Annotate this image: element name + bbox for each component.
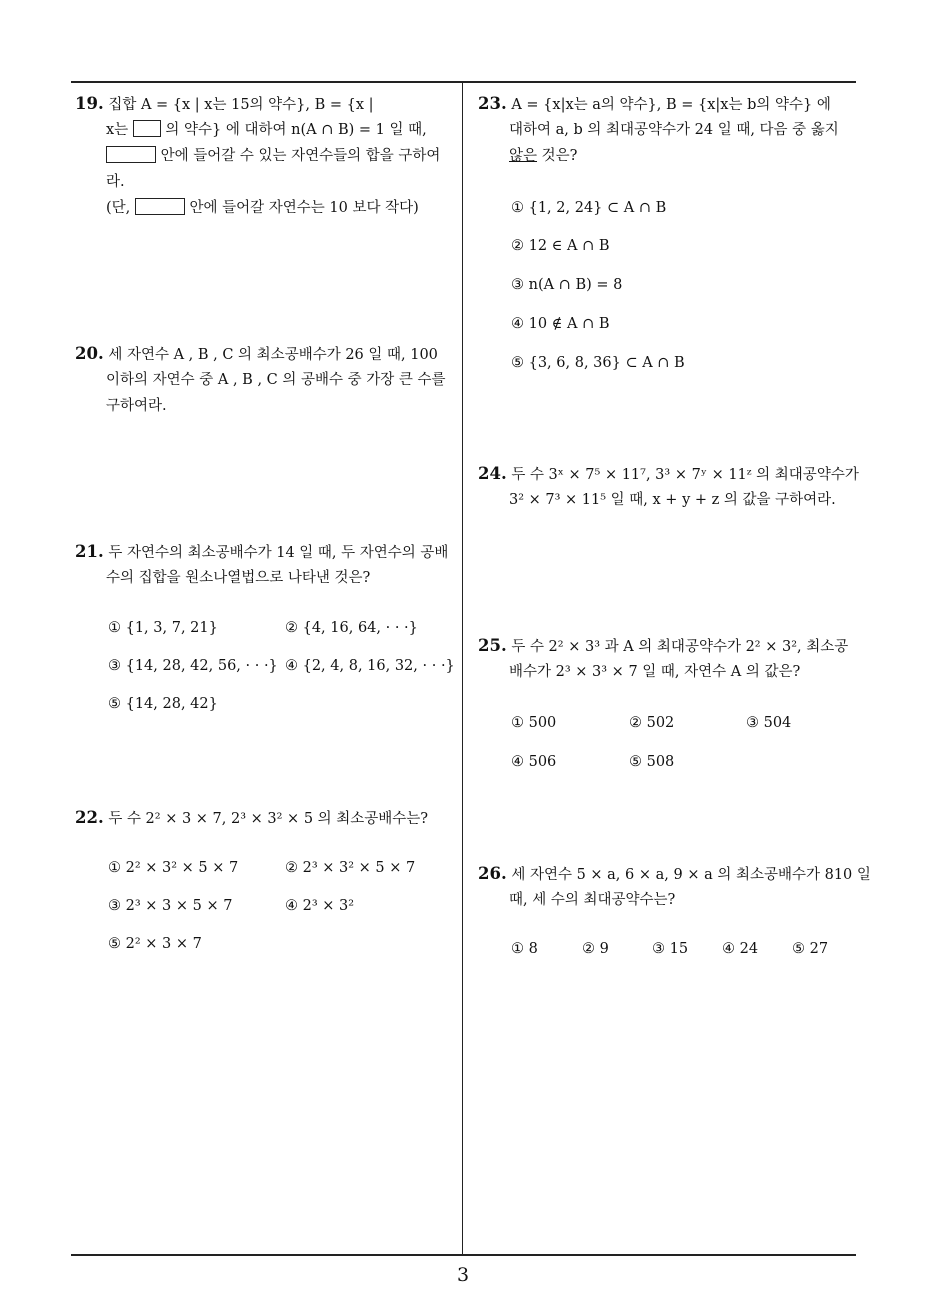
option-3[interactable]: ③ 2³ × 3 × 5 × 7	[108, 898, 233, 914]
question-text: 배수가 2³ × 3³ × 7 일 때, 자연수 A 의 값은?	[509, 664, 801, 680]
option-2[interactable]: ② 12 ∈ A ∩ B	[511, 238, 610, 254]
question-number: 21.	[75, 542, 104, 561]
emphasis-underline: 않은	[509, 148, 538, 164]
question-number: 24.	[478, 464, 507, 483]
question-text: 3² × 7³ × 11⁵ 일 때, x + y + z 의 값을 구하여라.	[509, 492, 836, 508]
option-4[interactable]: ④ 2³ × 3²	[285, 898, 355, 914]
question-text: A = {x|x는 a의 약수}, B = {x|x는 b의 약수} 에	[511, 97, 831, 113]
option-3[interactable]: ③ n(A ∩ B) = 8	[511, 277, 623, 293]
option-4[interactable]: ④ 506	[511, 754, 557, 770]
option-3[interactable]: ③ 504	[746, 715, 792, 731]
option-5[interactable]: ⑤ 508	[629, 754, 675, 770]
question-number: 25.	[478, 636, 507, 655]
question-text: x는	[106, 122, 129, 138]
option-2[interactable]: ② {4, 16, 64, · · ·}	[285, 620, 418, 636]
question-text: 안에 들어갈 자연수는 10 보다 작다)	[189, 200, 419, 216]
option-4[interactable]: ④ 24	[722, 941, 759, 957]
answer-blank-box	[106, 146, 156, 163]
question-number: 22.	[75, 808, 104, 827]
option-2[interactable]: ② 502	[629, 715, 675, 731]
option-2[interactable]: ② 9	[582, 941, 609, 957]
answer-blank-box	[135, 198, 185, 215]
top-rule	[71, 81, 856, 83]
question-text: 수의 집합을 원소나열법으로 나타낸 것은?	[106, 570, 371, 586]
option-4[interactable]: ④ {2, 4, 8, 16, 32, · · ·}	[285, 658, 455, 674]
question-number: 19.	[75, 94, 104, 113]
question-text: 의 약수} 에 대하여 n(A ∩ B) = 1 일 때,	[165, 122, 427, 138]
option-5[interactable]: ⑤ {14, 28, 42}	[108, 696, 218, 712]
option-1[interactable]: ① 8	[511, 941, 538, 957]
answer-blank-box	[133, 120, 161, 137]
page-number: 3	[456, 1264, 470, 1286]
question-number: 23.	[478, 94, 507, 113]
question-text: 세 자연수 5 × a, 6 × a, 9 × a 의 최소공배수가 810 일	[511, 867, 871, 883]
option-3[interactable]: ③ {14, 28, 42, 56, · · ·}	[108, 658, 278, 674]
question-text: 때, 세 수의 최대공약수는?	[509, 892, 676, 908]
question-text: 라.	[106, 174, 125, 190]
option-1[interactable]: ① {1, 2, 24} ⊂ A ∩ B	[511, 200, 667, 216]
question-text: 두 수 2² × 3 × 7, 2³ × 3² × 5 의 최소공배수는?	[108, 811, 429, 827]
option-5[interactable]: ⑤ 27	[792, 941, 829, 957]
question-text: 것은?	[537, 148, 578, 164]
question-text: 구하여라.	[106, 398, 167, 414]
option-1[interactable]: ① 2² × 3² × 5 × 7	[108, 860, 239, 876]
option-1[interactable]: ① {1, 3, 7, 21}	[108, 620, 218, 636]
question-number: 20.	[75, 344, 104, 363]
question-text: 세 자연수 A , B , C 의 최소공배수가 26 일 때, 100	[108, 347, 438, 363]
question-text: 두 수 3ˣ × 7⁵ × 11⁷, 3³ × 7ʸ × 11ᶻ 의 최대공약수가	[511, 467, 859, 483]
question-text: 집합 A = {x | x는 15의 약수}, B = {x |	[108, 97, 374, 113]
question-text: 이하의 자연수 중 A , B , C 의 공배수 중 가장 큰 수를	[106, 372, 446, 388]
question-text: 안에 들어갈 수 있는 자연수들의 합을 구하여	[160, 148, 441, 164]
option-4[interactable]: ④ 10 ∉ A ∩ B	[511, 316, 610, 332]
question-text: 대하여 a, b 의 최대공약수가 24 일 때, 다음 중 옳지	[509, 122, 839, 138]
question-text: (단,	[106, 200, 131, 216]
question-text: 두 자연수의 최소공배수가 14 일 때, 두 자연수의 공배	[108, 545, 449, 561]
option-5[interactable]: ⑤ 2² × 3 × 7	[108, 936, 202, 952]
bottom-rule	[71, 1254, 856, 1256]
question-number: 26.	[478, 864, 507, 883]
option-2[interactable]: ② 2³ × 3² × 5 × 7	[285, 860, 416, 876]
option-3[interactable]: ③ 15	[652, 941, 689, 957]
option-1[interactable]: ① 500	[511, 715, 557, 731]
question-text: 두 수 2² × 3³ 과 A 의 최대공약수가 2² × 3², 최소공	[511, 639, 849, 655]
option-5[interactable]: ⑤ {3, 6, 8, 36} ⊂ A ∩ B	[511, 355, 685, 371]
column-divider	[462, 82, 463, 1255]
